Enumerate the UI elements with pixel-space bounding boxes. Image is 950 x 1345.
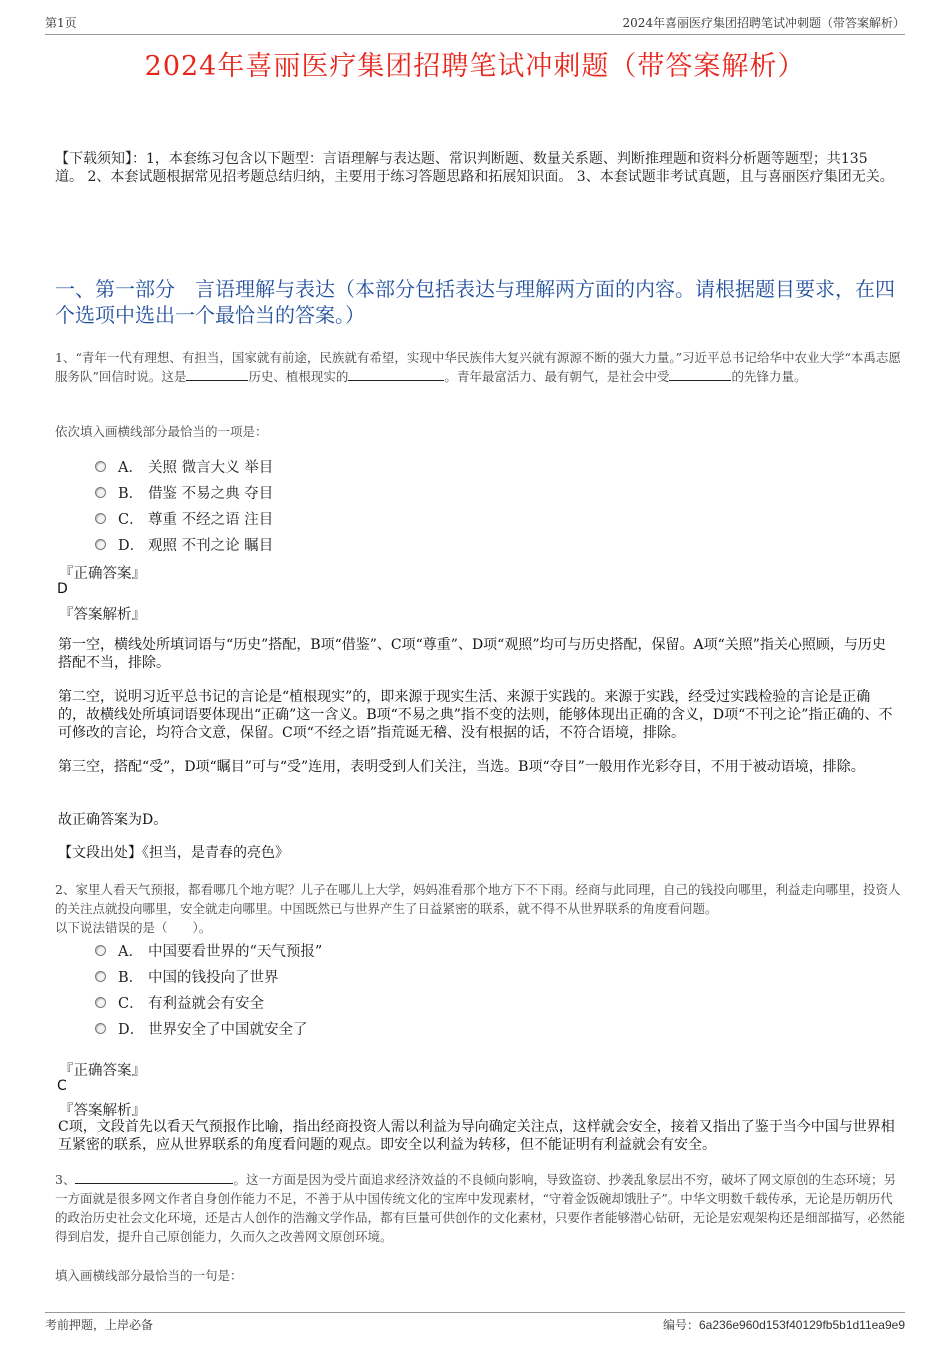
radio-icon[interactable]	[95, 487, 106, 498]
blank-2	[348, 368, 444, 381]
analysis-paragraph: 第一空，横线处所填词语与“历史”搭配，B项“借鉴”、C项“尊重”、D项“观照”均可与历史搭配，保留。A项“关照”指关心照顾，与历史搭配不当，排除。	[58, 637, 886, 671]
page-header	[45, 12, 905, 35]
option-c[interactable]: C． 尊重 不经之语 注目	[95, 505, 273, 531]
blank-1	[186, 368, 248, 381]
question-3-prompt: 填入画横线部分最恰当的一句是：	[55, 1268, 243, 1283]
blank-sentence	[75, 1171, 233, 1184]
option-a[interactable]: A． 中国要看世界的“天气预报”	[95, 937, 322, 963]
correct-answer: D	[57, 581, 68, 597]
option-d[interactable]: D． 观照 不刊之论 瞩目	[95, 531, 273, 557]
question-1-text-part3: 。青年最富活力、最有朝气，是社会中受	[444, 369, 670, 384]
radio-icon[interactable]	[95, 945, 106, 956]
analysis-conclusion: 故正确答案为D。	[58, 812, 168, 828]
radio-icon[interactable]	[95, 971, 106, 982]
document-code: 编号：6a236e960d153f40129fb5b1d11ea9e9	[662, 1318, 905, 1332]
analysis-paragraph: 第二空，说明习近平总书记的言论是“植根现实”的，即来源于现实生活、来源于实践的。来源于实践，经受过实践检验的言论是正确的，故横线处所填词语要体现出“正确”这一含义。B项“不易之典”指不变的法则，能够体现出正确的含义，D项“不刊之论”指正确的、不可修改的言论，均符合文意，保留。C项“不经之语”指荒诞无稽、没有根据的话，不符合语境，排除。	[58, 689, 893, 741]
question-1-text-part4: 的先锋力量。	[731, 369, 807, 384]
question-1-stem	[55, 348, 905, 386]
blank-3	[669, 368, 731, 381]
question-2-options	[95, 937, 322, 1041]
page-number: 第1页	[45, 16, 77, 30]
answer-label: 『正确答案』	[59, 566, 146, 582]
question-3-stem	[55, 1170, 905, 1246]
option-b[interactable]: B． 中国的钱投向了世界	[95, 963, 322, 989]
option-d[interactable]: D． 世界安全了中国就安全了	[95, 1015, 322, 1041]
text-source: 【文段出处】《担当，是青春的亮色》	[58, 845, 289, 861]
correct-answer: C	[57, 1078, 67, 1094]
download-notice: 【下载须知】：1，本套练习包含以下题型：言语理解与表达题、常识判断题、数量关系题、判断推理题和资料分析题等题型；共135道。 2、本套试题根据常见招考题总结归纳，主要用于练习答题思路和拓展知识面。 3、本套试题非考试真题，且与喜丽医疗集团无关。	[55, 151, 894, 185]
radio-icon[interactable]	[95, 1023, 106, 1034]
question-1-text-part2: 历史、植根现实的	[248, 369, 349, 384]
option-a[interactable]: A． 关照 微言大义 举目	[95, 453, 273, 479]
page-title: 2024年喜丽医疗集团招聘笔试冲刺题（带答案解析）	[144, 51, 806, 82]
radio-icon[interactable]	[95, 539, 106, 550]
footer-slogan: 考前押题，上岸必备	[45, 1318, 154, 1332]
radio-icon[interactable]	[95, 997, 106, 1008]
option-c[interactable]: C． 有利益就会有安全	[95, 989, 322, 1015]
question-3-number: 3、	[55, 1172, 76, 1187]
question-3-text: 。这一方面是因为受片面追求经济效益的不良倾向影响，导致盗窃、抄袭乱象层出不穷，破坏了网文原创的生态环境；另一方面就是很多网文作者自身创作能力不足，不善于从中国传统文化的宝库中发现素材，“守着金饭碗却饿肚子”。中华文明数千载传承，无论是历朝历代的政治历史社会文化环境，还是古人创作的浩瀚文学作品，都有巨量可供创作的文化素材，只要作者能够潜心钻研，无论是宏观架构还是细部描写，必然能得到启发，提升自己原创能力，久而久之改善网文原创环境。	[55, 1172, 906, 1244]
question-2-prompt: 以下说法错误的是（ ）。	[55, 920, 212, 935]
answer-label: 『正确答案』	[59, 1063, 146, 1079]
question-1-options	[95, 453, 273, 557]
analysis-paragraph: C项，文段首先以看天气预报作比喻，指出经商投资人需以利益为导向确定关注点，这样就会安全，接着又指出了鉴于当今中国与世界相互紧密的联系，应从世界联系的角度看问题的观点。即安全以利益为转移，但不能证明有利益就会有安全。	[58, 1119, 895, 1153]
question-1-prompt: 依次填入画横线部分最恰当的一项是：	[55, 424, 268, 439]
analysis-paragraph: 第三空，搭配“受”，D项“瞩目”可与“受”连用，表明受到人们关注，当选。B项“夺目”一般用作光彩夺目，不用于被动语境，排除。	[58, 759, 865, 775]
page-footer	[45, 1312, 905, 1333]
analysis-label: 『答案解析』	[59, 607, 146, 623]
radio-icon[interactable]	[95, 461, 106, 472]
analysis-label: 『答案解析』	[59, 1103, 146, 1119]
question-2-stem: 2、家里人看天气预报，都看哪几个地方呢？儿子在哪儿上大学，妈妈准看那个地方下不下雨。经商与此同理，自己的钱投向哪里，利益走向哪里，投资人的关注点就投向哪里，安全就走向哪里。中国既然已与世界产生了日益紧密的联系，就不得不从世界联系的角度看问题。	[55, 882, 901, 916]
option-b[interactable]: B． 借鉴 不易之典 夺目	[95, 479, 273, 505]
question-1-text-part1: 1、“青年一代有理想、有担当，国家就有前途，民族就有希望，实现中华民族伟大复兴就有源源不断的强大力量。”习近平总书记给华中农业大学“本禹志愿服务队”回信时说。这是	[55, 350, 901, 384]
section-heading: 一、第一部分 言语理解与表达（本部分包括表达与理解两方面的内容。请根据题目要求，在四个选项中选出一个最恰当的答案。）	[55, 277, 895, 327]
header-doc-title: 2024年喜丽医疗集团招聘笔试冲刺题（带答案解析）	[622, 16, 905, 30]
radio-icon[interactable]	[95, 513, 106, 524]
